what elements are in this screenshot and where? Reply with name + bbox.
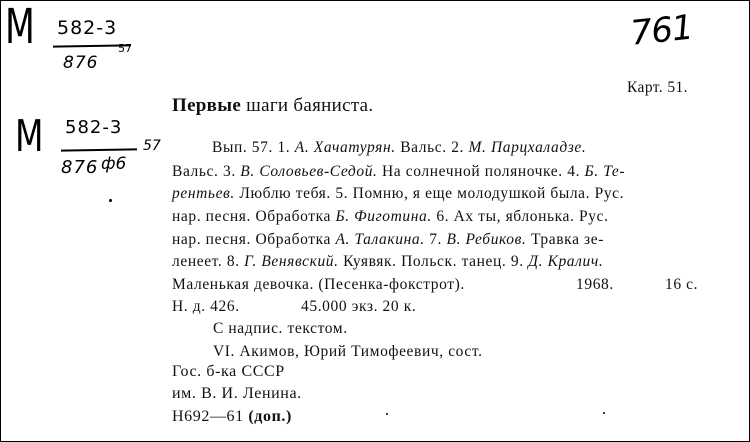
scan-speck xyxy=(603,412,605,414)
contents-line-7: Маленькая девочка. (Песенка-фокстрот). xyxy=(172,276,465,293)
circulation-price: 45.000 экз. 20 к. xyxy=(301,298,417,315)
shelfmark-second-denominator: 876 xyxy=(61,157,99,178)
title-bold-word: Первые xyxy=(172,95,242,116)
contents-line-5: нар. песня. Обработка А. Талакина. 7. В. Ребиков. Травка зе- xyxy=(172,231,604,248)
physical-note: С надпис. текстом. xyxy=(213,320,348,337)
shelfmark-top-numerator: 582-3 xyxy=(57,17,118,39)
contents-line-3: рентьев. Люблю тебя. 5. Помню, я еще молодушкой была. Рус. xyxy=(172,185,625,202)
library-line-1: Гос. б-ка СССР xyxy=(172,363,285,380)
publication-year: 1968. xyxy=(576,276,614,293)
composer-name: М. Парцхаладзе. xyxy=(468,139,587,156)
composer-name: В. Ребиков. xyxy=(446,231,527,248)
contents-line-2: Вальс. 3. В. Соловьев-Седой. На солнечной поляночке. 4. Б. Те- xyxy=(172,163,626,180)
page-count: 16 с. xyxy=(665,276,699,293)
shelfmark-top-denominator: 876 xyxy=(63,53,99,73)
arranger-name: А. Талакина. xyxy=(335,231,425,248)
library-line-2: им. В. И. Ленина. xyxy=(172,385,302,402)
scan-speck xyxy=(386,413,388,415)
scan-speck xyxy=(109,199,112,202)
shelfmark-second-letter: М xyxy=(15,111,44,162)
shelfmark-second-fraction-line xyxy=(61,148,137,151)
added-entry: VI. Акимов, Юрий Тимофеевич, сост. xyxy=(213,343,483,360)
composer-name: Д. Кралич. xyxy=(528,253,604,270)
contents-line-6: ленеет. 8. Г. Венявский. Куявяк. Польск. танец. 9. Д. Кралич. xyxy=(172,253,604,270)
composer-name: рентьев. xyxy=(172,185,235,202)
composer-name: А. Хачатурян. xyxy=(294,139,396,156)
composer-name: Б. Те- xyxy=(584,163,626,180)
title-rest: шаги баяниста. xyxy=(241,95,374,116)
shelfmark-second-superscript: 57 xyxy=(143,138,161,154)
contents-line-4: нар. песня. Обработка Б. Фиготина. 6. Ах ты, яблонька. Рус. xyxy=(172,208,609,225)
shelfmark-top-superscript: 57 xyxy=(118,42,132,55)
arranger-name: Б. Фиготина. xyxy=(335,208,432,225)
print-notes: Н. д. 426. xyxy=(172,298,240,315)
book-title xyxy=(172,96,373,115)
shelfmark-top-letter: М xyxy=(5,0,35,55)
card-number: Карт. 51. xyxy=(627,79,688,96)
shelfmark-second-numerator: 582-3 xyxy=(65,117,123,138)
card-code: Н692—61 (доп.) xyxy=(172,408,292,425)
composer-name: Г. Венявский. xyxy=(244,253,339,270)
shelfmark-second-denominator-suffix: ф6 xyxy=(101,154,127,174)
composer-name: В. Соловьев-Седой. xyxy=(240,163,378,180)
handwritten-card-number: 761 xyxy=(628,7,695,54)
contents-line-1: Вып. 57. 1. А. Хачатурян. Вальс. 2. М. Парцхаладзе. xyxy=(212,139,587,156)
